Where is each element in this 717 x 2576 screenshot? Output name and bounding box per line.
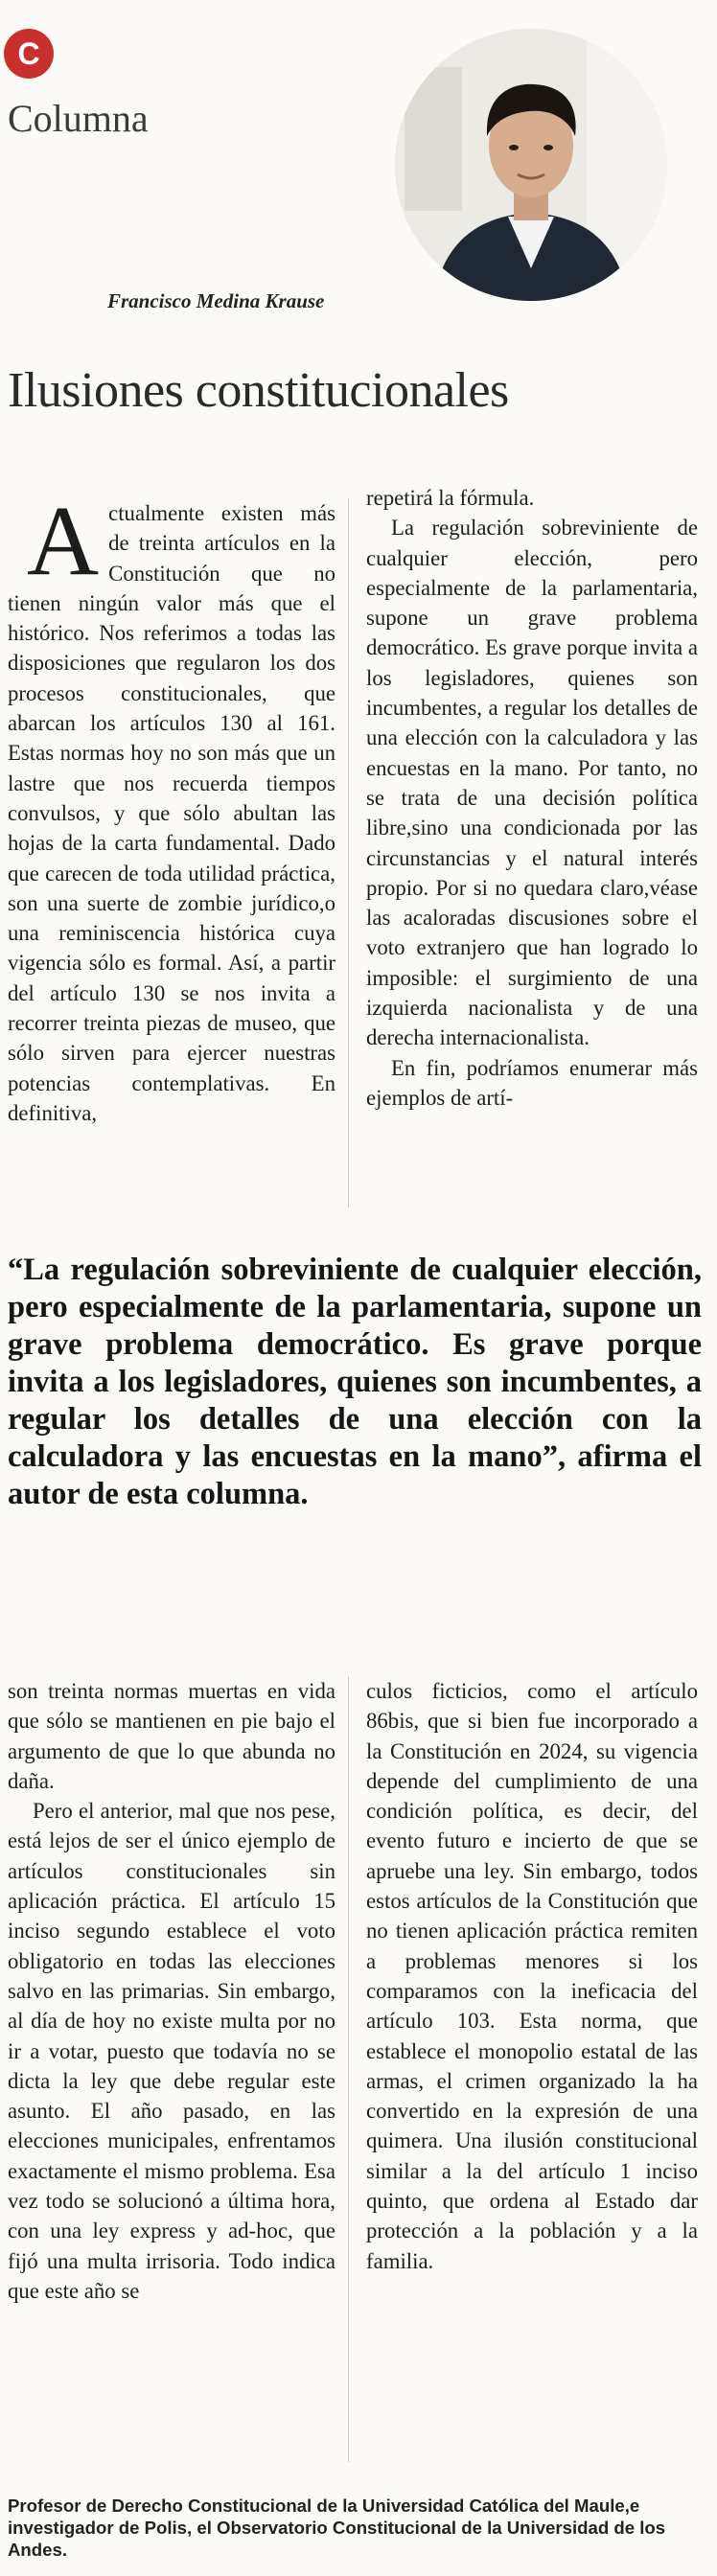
column-divider-top [348,498,349,1208]
pull-quote: “La regulación sobreviniente de cualquier elección, pero especialmente de la parlamentaria, supone un grave problema democrático. Es grave porque invita a los legisladores, quienes son incumbentes, a regular los detalles de una elección con la calculadora y las encuestas en la mano”, afirma el autor de esta columna. [8,1253,702,1511]
author-portrait-photo [395,29,667,301]
article-title: Ilusiones constitucionales [8,363,509,418]
paragraph [8,486,335,1128]
section-label: Columna [8,97,149,140]
column-divider-bottom [348,1676,349,2462]
article-column-3 [8,1676,335,2306]
article-column-2 [366,483,698,1113]
article-column-4 [366,1676,698,2276]
paragraph: repetirá la fórmula. [366,486,535,510]
paragraph: Pero el anterior, mal que nos pese, está lejos de ser el único ejemplo de artículos constitucionales sin aplicación práctica. El artículo 15 inciso segundo establece el voto obligatorio en todas las elecciones salvo en las primarias. Sin embargo, al día de hoy no existe multa por no ir a votar, puesto que todavía no se dicta la ley que debe regular este asunto. El año pasado, en las elecciones municipales, enfrentamos exactamente el mismo problema. Esa vez todo se solucionó a última hora, con una ley express y ad-hoc, que fijó una multa irrisoria. Todo indica que este año se [8,1799,335,2303]
article-column-1 [8,486,335,1128]
author-bio: Profesor de Derecho Constitucional de la Universidad Católica del Maule,e investigador de Polis, el Observatorio Constitucional de la Universidad de los Andes. [8,2496,666,2560]
author-portrait [395,29,667,301]
paragraph: En fin, podríamos enumerar más ejemplos de artí- [366,1055,698,1110]
paragraph: La regulación sobreviniente de cualquier elección, pero especialmente de la parlamentaria, supone un grave problema democrático. Es grave porque invita a los legisladores, quienes son incumbentes, a regular los detalles de una elección con la calculadora y las encuestas en la mano. Por tanto, no se trata de una decisión política libre,sino una condicionada por las circunstancias y el natural interés propio. Por si no quedara claro,véase las acaloradas discusiones sobre el voto extranjero que han logrado lo imposible: el surgimiento de una izquierda nacionalista y de una derecha internacionalista. [366,516,698,1050]
paragraph: son treinta normas muertas en vida que sólo se mantienen en pie bajo el argumento de que lo que abunda no daña. [8,1679,335,1793]
section-logo-badge: C [4,29,54,79]
drop-cap: A [27,486,100,596]
author-name: Francisco Medina Krause [107,289,325,312]
paragraph-text: ctualmente existen más de treinta artículos en la Constitución que no tienen ningún valor más que el histórico. Nos referimos a todas las disposiciones que regularon los dos procesos constitucionales, que abarcan los artículos 130 al 161. Estas normas hoy no son más que un lastre que nos recuerda tiempos convulsos, y que sólo abultan las hojas de la carta fundamental. Dado que carecen de toda utilidad práctica, son una suerte de zombie jurídico,o una reminiscencia histórica cuya vigencia sólo es formal. Así, a partir del artículo 130 se nos invita a recorrer treinta piezas de museo, que sólo sirven para ejercer nuestras potencias contemplativas. En definitiva, [8,501,335,1125]
paragraph: culos ficticios, como el artículo 86bis, que si bien fue incorporado a la Constitución en 2024, su vigencia depende del cumplimiento de una condición política, es decir, del evento futuro e incierto de que se apruebe una ley. Sin embargo, todos estos artículos de la Constitución que no tienen aplicación práctica remiten a problemas menores si los comparamos con la ineficacia del artículo 103. Esta norma, que establece el monopolio estatal de las armas, el crimen organizado la ha convertido en la expresión de una quimera. Una ilusión constitucional similar a la del artículo 1 inciso quinto, que ordena al Estado dar protección a la población y a la familia. [366,1679,698,2273]
